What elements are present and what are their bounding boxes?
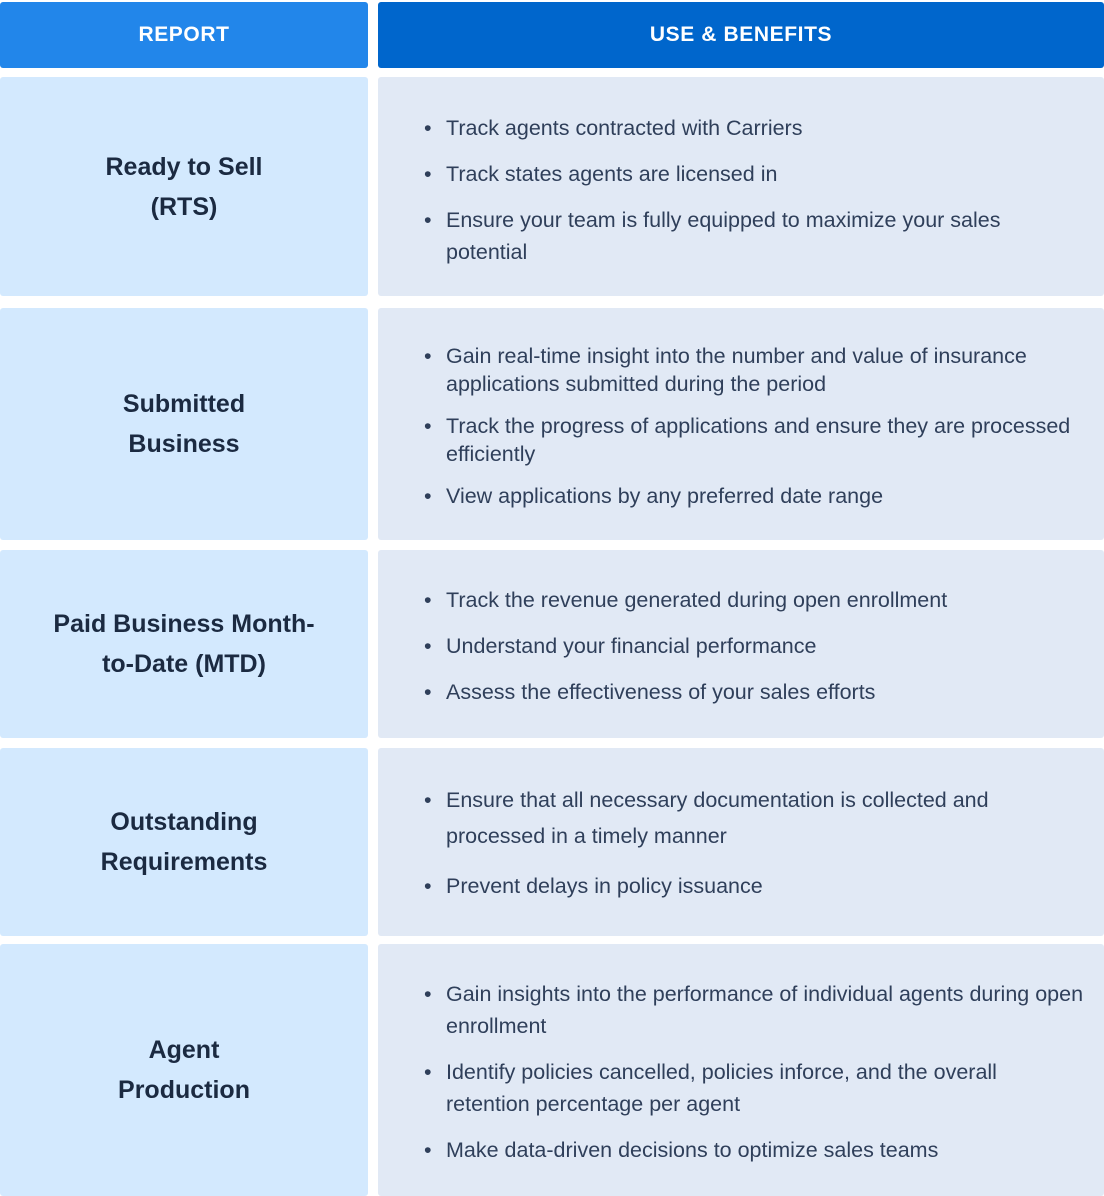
benefits-cell-agent-production — [378, 944, 1104, 1196]
benefit-item: • Track agents contracted with Carriers — [446, 112, 1086, 144]
bullet-icon: • — [424, 634, 432, 658]
header-benefits-label: USE & BENEFITS — [649, 23, 833, 46]
report-title: Paid Business Month- to-Date (MTD) — [53, 610, 315, 678]
benefits-cell-rts — [378, 77, 1104, 296]
bullet-icon: • — [424, 344, 432, 368]
benefit-item: • Track the revenue generated during open enrollment — [446, 584, 1086, 616]
benefit-item: • Track the progress of applications and ensure they are processed efficiently — [424, 414, 1071, 466]
benefit-item: • Gain real-time insight into the number and value of insurance applications submitted during the period — [424, 344, 1027, 396]
header-report-label: REPORT — [138, 23, 230, 46]
report-cell-agent-production — [0, 944, 368, 1196]
report-cell-mtd — [0, 550, 368, 738]
benefit-item: • Ensure that all necessary documentation is collected and processed in a timely manner — [446, 782, 1086, 854]
bullet-icon: • — [424, 680, 432, 704]
report-title: Outstanding Requirements — [100, 808, 268, 876]
header-benefits — [378, 2, 1104, 68]
bullet-icon: • — [424, 982, 432, 1006]
bullet-icon: • — [424, 1138, 432, 1162]
benefits-cell-mtd — [378, 550, 1104, 738]
benefit-item: • View applications by any preferred date range — [424, 484, 884, 508]
benefit-item: • Identify policies cancelled, policies inforce, and the overall retention percentage per agent — [446, 1056, 1086, 1120]
bullet-icon: • — [424, 588, 432, 612]
report-title: Agent Production — [118, 1036, 250, 1104]
bullet-icon: • — [424, 874, 432, 898]
benefits-cell-outstanding — [378, 748, 1104, 936]
report-title: Ready to Sell (RTS) — [105, 152, 263, 221]
report-title: Submitted Business — [122, 390, 246, 458]
benefit-item: • Gain insights into the performance of individual agents during open enrollment — [446, 978, 1086, 1042]
benefit-item: • Make data-driven decisions to optimize sales teams — [446, 1134, 1086, 1166]
header-report — [0, 2, 368, 68]
bullet-icon: • — [424, 788, 432, 812]
benefit-item: • Prevent delays in policy issuance — [446, 868, 1086, 904]
report-cell-outstanding — [0, 748, 368, 936]
benefit-item: • Ensure your team is fully equipped to maximize your sales potential — [446, 204, 1086, 268]
bullet-icon: • — [424, 208, 432, 232]
benefits-cell-submitted — [378, 308, 1104, 540]
report-cell-rts — [0, 77, 368, 296]
benefit-item: • Understand your financial performance — [446, 630, 1086, 662]
benefit-item: • Track states agents are licensed in — [446, 158, 1086, 190]
bullet-icon: • — [424, 1060, 432, 1084]
bullet-icon: • — [424, 116, 432, 140]
bullet-icon: • — [424, 162, 432, 186]
report-cell-submitted — [0, 308, 368, 540]
bullet-icon: • — [424, 484, 432, 508]
benefit-item: • Assess the effectiveness of your sales efforts — [446, 676, 1086, 708]
bullet-icon: • — [424, 414, 432, 438]
